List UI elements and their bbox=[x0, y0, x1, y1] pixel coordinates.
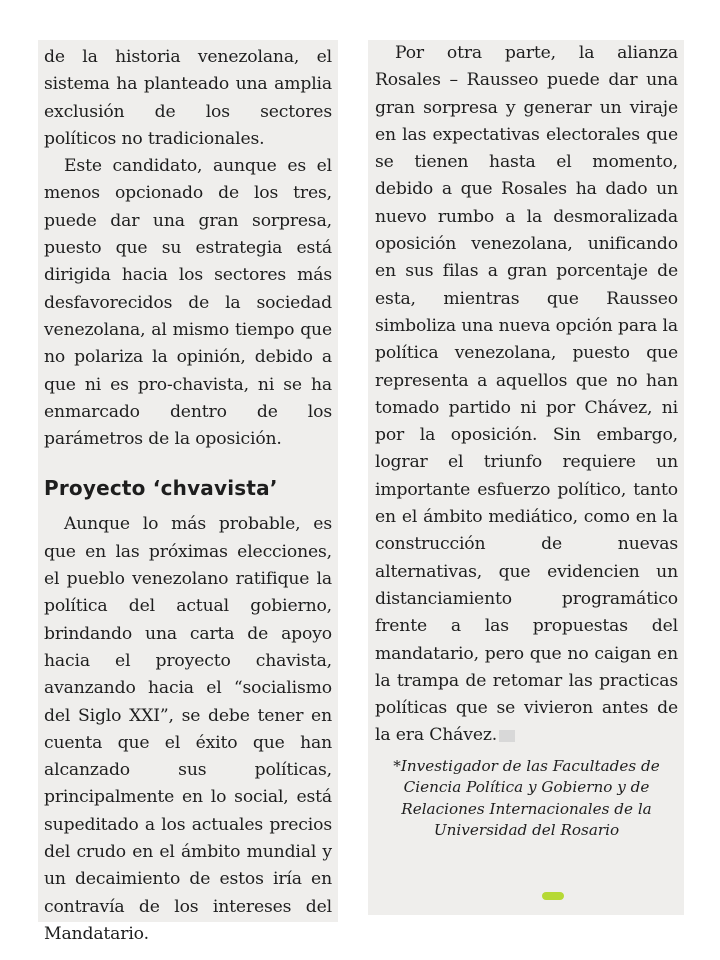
highlight-mark bbox=[542, 892, 564, 900]
left-column bbox=[38, 40, 338, 944]
section-heading: Proyecto ‘chvavista’ bbox=[44, 476, 278, 501]
left-paragraph-3: Aunque lo más probable, es que en las próximas elecciones, el pueblo venezolano ratifique la política del actual gobierno, brindando una carta de apoyo hacia el proyecto chavista, avanzando hacia el “socialismo del Siglo XXI”, se debe tener en cuenta que el éxito que han alcanzado sus políticas, principalmente en lo social, está supeditado a los actuales precios del crudo en el ámbito mundial y un decaimiento de estos iría en contravía de los intereses del Mandatario. bbox=[44, 514, 332, 944]
author-footnote: *Investigador de las Facultades de Ciencia Política y Gobierno y de Relaciones Internacionales de la Universidad del Rosario bbox=[393, 756, 660, 840]
right-column bbox=[368, 40, 684, 915]
left-paragraph-1: de la historia venezolana, el sistema ha planteado una amplia exclusión de los sectores políticos no tradicionales. bbox=[44, 47, 332, 149]
left-paragraph-2: Este candidato, aunque es el menos opcionado de los tres, puede dar una gran sorpresa, puesto que su estrategia está dirigida hacia los sectores más desfavorecidos de la sociedad venezolana, al mismo tiempo que no polariza la opinión, debido a que ni es pro-chavista, ni se ha enmarcado dentro de los parámetros de la oposición. bbox=[44, 156, 332, 450]
end-mark-icon bbox=[499, 730, 515, 742]
right-paragraph-1-text: Por otra parte, la alianza Rosales – Rausseo puede dar una gran sorpresa y generar un viraje en las expectativas electorales que se tienen hasta el momento, debido a que Rosales ha dado un nuevo rumbo a la desmoralizada oposición venezolana, unificando en sus filas a gran porcentaje de esta, mientras que Rausseo simboliza una nueva opción para la política venezolana, puesto que representa a aquellos que no han tomado partido ni por Chávez, ni por la oposición. Sin embargo, lograr el triunfo requiere un importante esfuerzo político, tanto en el ámbito mediático, como en la construcción de nuevas alternativas, que evidencien un distanciamiento programático frente a las propuestas del mandatario, pero que no caigan en la trampa de retomar las practicas políticas que se vivieron antes de la era Chávez. bbox=[375, 43, 678, 746]
right-paragraph-1 bbox=[375, 40, 678, 750]
